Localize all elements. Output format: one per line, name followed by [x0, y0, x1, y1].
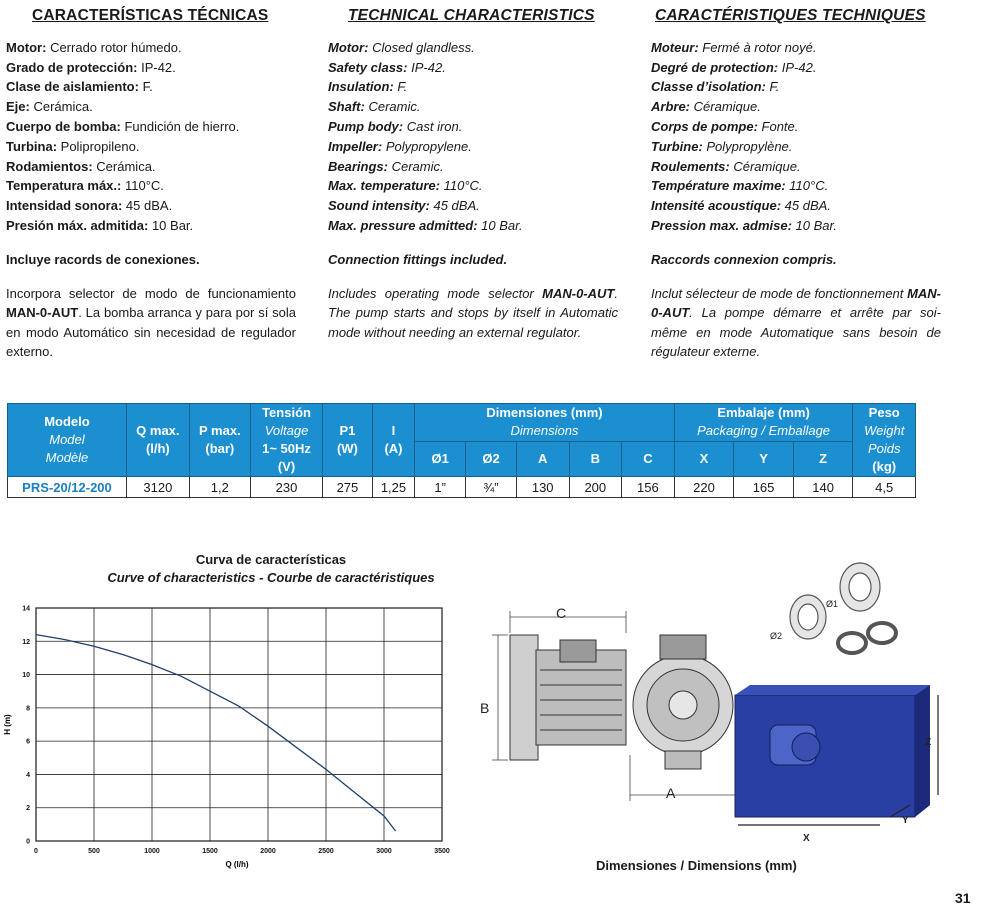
- spec-line: Pression max. admise: 10 Bar.: [651, 217, 837, 233]
- mode-paragraph-fr: Inclut sélecteur de mode de fonctionnement MAN-0-AUT. La pompe démarre et arrête par soi-même en mode Automatique sans besoin de régulateur externe.: [651, 285, 941, 360]
- spec-line: Intensité acoustique: 45 dBA.: [651, 198, 831, 214]
- chart-ylabel: H (m): [3, 714, 12, 735]
- cell-d1: 1”: [415, 477, 466, 498]
- spec-line: Classe d’isolation: F.: [651, 79, 780, 95]
- th-voltage: Tensión Voltage 1~ 50Hz (V): [250, 404, 322, 477]
- dimensions-caption: Dimensiones / Dimensions (mm): [596, 858, 797, 873]
- included-note-es: Incluye racords de conexiones.: [6, 251, 200, 267]
- th-y: Y: [734, 441, 794, 477]
- chart-xtick-label: 2500: [318, 848, 334, 855]
- spec-line: Sound intensity: 45 dBA.: [328, 198, 480, 214]
- spec-line: Eje: Cerámica.: [6, 99, 93, 115]
- cell-y: 165: [734, 477, 794, 498]
- spec-line: Intensidad sonora: 45 dBA.: [6, 198, 173, 214]
- performance-chart: [0, 598, 470, 883]
- chart-xlabel: Q (l/h): [225, 860, 249, 869]
- dim-label-a: A: [666, 785, 676, 801]
- th-d1: Ø1: [415, 441, 466, 477]
- section-title-es: CARACTERÍSTICAS TÉCNICAS: [32, 7, 269, 24]
- included-note-en: Connection fittings included.: [328, 251, 508, 267]
- page-number: 31: [955, 890, 971, 906]
- chart-ytick-label: 10: [22, 672, 30, 680]
- dim-label-z: Z: [925, 737, 932, 748]
- spec-line: Temperatura máx.: 110°C.: [6, 178, 164, 194]
- th-qmax: Q max. (l/h): [126, 404, 189, 477]
- pump-terminal-box: [560, 640, 596, 662]
- box-top: [735, 685, 930, 695]
- dim-label-x: X: [803, 833, 810, 844]
- chart-subtitle: Curve of characteristics - Courbe de caractéristiques: [107, 570, 435, 585]
- chart-grid: [36, 608, 442, 841]
- dim-label-d1: Ø1: [826, 599, 839, 609]
- chart-xtick-label: 3000: [376, 848, 392, 855]
- box-side: [915, 685, 930, 817]
- dim-label-y: Y: [902, 815, 909, 826]
- th-model: Modelo Model Modèle: [8, 404, 127, 477]
- spec-list-en: [328, 38, 628, 236]
- spec-line: Safety class: IP-42.: [328, 59, 446, 75]
- packaging-box: [735, 685, 930, 817]
- spec-line: Clase de aislamiento: F.: [6, 79, 153, 95]
- spec-line: Motor: Cerrado rotor húmedo.: [6, 39, 182, 55]
- pump-inlet-flange: [510, 635, 538, 760]
- spec-line: Max. temperature: 110°C.: [328, 178, 483, 194]
- chart-xtick-label: 500: [88, 848, 100, 855]
- spec-line: Insulation: F.: [328, 79, 408, 95]
- mode-paragraph-en: Includes operating mode selector MAN-0-AUT. The pump starts and stops by itself in Automatic mode without needing an external regulator.: [328, 285, 618, 340]
- pump-front-view: [633, 635, 733, 769]
- spec-line: Turbine: Polypropylène.: [651, 138, 793, 154]
- cell-q: 3120: [126, 477, 189, 498]
- spec-line: Cuerpo de bomba: Fundición de hierro.: [6, 118, 240, 134]
- col-french: [651, 6, 951, 362]
- pump-motor-body: [536, 650, 626, 745]
- spec-line: Pump body: Cast iron.: [328, 118, 463, 134]
- dim-c: [510, 611, 626, 633]
- cell-v: 230: [250, 477, 322, 498]
- pump-front-top: [660, 635, 706, 659]
- spec-line: Turbina: Polipropileno.: [6, 138, 140, 154]
- pump-front-center: [669, 691, 697, 719]
- th-x: X: [674, 441, 734, 477]
- spec-list-fr: [651, 38, 951, 236]
- chart-ytick-label: 4: [26, 771, 30, 779]
- th-b: B: [569, 441, 622, 477]
- table-row: [8, 477, 916, 498]
- dim-label-c: C: [556, 605, 567, 621]
- th-c: C: [622, 441, 675, 477]
- chart-ytick-label: 14: [22, 605, 30, 613]
- chart-curve-line: [36, 635, 396, 831]
- dim-b: [492, 635, 508, 760]
- gasket-ring: [868, 623, 896, 643]
- chart-xtick-label: 1000: [144, 848, 160, 855]
- th-d2: Ø2: [466, 441, 517, 477]
- spec-list-es: [6, 38, 306, 236]
- th-weight: Peso Weight Poids (kg): [853, 404, 916, 477]
- spec-line: Moteur: Fermé à rotor noyé.: [651, 39, 817, 55]
- gasket-ring: [838, 633, 866, 653]
- th-packaging: Embalaje (mm) Packaging / Emballage: [674, 404, 853, 442]
- col-spanish: [6, 6, 306, 362]
- chart-xtick-label: 3500: [434, 848, 450, 855]
- chart-xtick-label: 1500: [202, 848, 218, 855]
- spec-line: Presión máx. admitida: 10 Bar.: [6, 217, 194, 233]
- spec-line: Bearings: Ceramic.: [328, 158, 444, 174]
- fitting-nut-large-hole: [798, 604, 818, 630]
- spec-line: Impeller: Polypropylene.: [328, 138, 472, 154]
- spec-line: Shaft: Ceramic.: [328, 99, 421, 115]
- th-a: A: [516, 441, 569, 477]
- th-z: Z: [793, 441, 853, 477]
- spec-line: Max. pressure admitted: 10 Bar.: [328, 217, 523, 233]
- spec-line: Grado de protección: IP-42.: [6, 59, 176, 75]
- th-pmax: P max. (bar): [189, 404, 250, 477]
- chart-frame: [36, 608, 442, 841]
- cell-c: 156: [622, 477, 675, 498]
- pump-side-view: [510, 635, 626, 760]
- cell-x: 220: [674, 477, 734, 498]
- chart-ytick-label: 8: [26, 705, 30, 713]
- cell-p1: 275: [323, 477, 373, 498]
- chart-xtick-label: 0: [34, 848, 38, 855]
- pump-front-base: [665, 751, 701, 769]
- spec-line: Arbre: Céramique.: [651, 99, 761, 115]
- dimension-drawing: [470, 555, 940, 855]
- spec-line: Degré de protection: IP-42.: [651, 59, 817, 75]
- chart-ytick-label: 0: [26, 838, 30, 846]
- cell-z: 140: [793, 477, 853, 498]
- cell-i: 1,25: [372, 477, 415, 498]
- chart-ytick-label: 2: [26, 805, 30, 813]
- cell-b: 200: [569, 477, 622, 498]
- col-english: [328, 6, 628, 342]
- fitting-nut-small-hole: [849, 573, 871, 601]
- section-title-fr: CARACTÉRISTIQUES TECHNIQUES: [655, 7, 926, 24]
- th-dimensions: Dimensiones (mm) Dimensions: [415, 404, 674, 442]
- box-front: [735, 695, 915, 817]
- spec-line: Rodamientos: Cerámica.: [6, 158, 156, 174]
- chart-ytick-label: 12: [22, 638, 30, 646]
- chart-ytick-label: 6: [26, 738, 30, 746]
- th-current: I (A): [372, 404, 415, 477]
- cell-model: PRS-20/12-200: [8, 477, 127, 498]
- spec-line: Température maxime: 110°C.: [651, 178, 829, 194]
- cell-d2: ¾”: [466, 477, 517, 498]
- mode-paragraph-es: Incorpora selector de modo de funcionamiento MAN-0-AUT. La bomba arranca y para por sí sola en modo Automático sin necesidad de regulador externo.: [6, 285, 296, 360]
- included-note-fr: Raccords connexion compris.: [651, 251, 837, 267]
- chart-title: Curva de características Curve of characteristics - Courbe de caractéristiques: [36, 551, 506, 587]
- spec-line: Corps de pompe: Fonte.: [651, 118, 799, 134]
- chart-xtick-label: 2000: [260, 848, 276, 855]
- section-title-en: TECHNICAL CHARACTERISTICS: [348, 7, 595, 24]
- spec-line: Roulements: Céramique.: [651, 158, 801, 174]
- cell-a: 130: [516, 477, 569, 498]
- fittings: [790, 563, 896, 653]
- cell-p: 1,2: [189, 477, 250, 498]
- dim-label-d2: Ø2: [770, 631, 783, 641]
- box-pump-head: [792, 733, 820, 761]
- dim-label-b: B: [480, 700, 490, 716]
- th-p1: P1 (W): [323, 404, 373, 477]
- cell-weight: 4,5: [853, 477, 916, 498]
- spec-table: [7, 403, 916, 498]
- spec-line: Motor: Closed glandless.: [328, 39, 475, 55]
